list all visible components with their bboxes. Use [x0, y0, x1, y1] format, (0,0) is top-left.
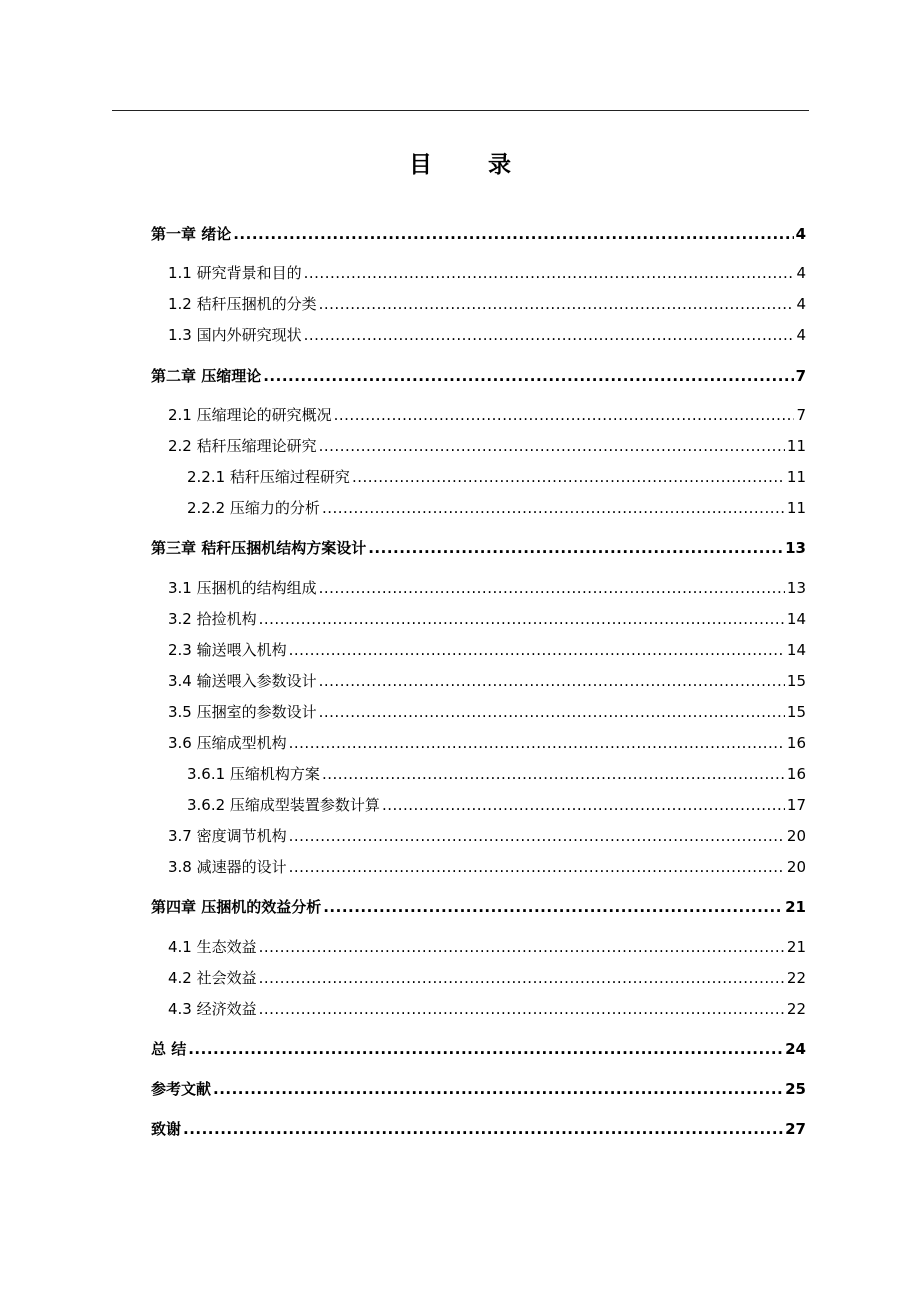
toc-entry-page-number: 21: [785, 898, 806, 916]
toc-entry-page-number: 14: [786, 610, 806, 628]
toc-entry-page-number: 22: [786, 969, 806, 987]
toc-entry-label: 第三章 秸秆压捆机结构方案设计: [151, 539, 367, 557]
toc-entry-page-number: 14: [786, 641, 806, 659]
toc-entry-page-number: 4: [796, 295, 806, 313]
toc-entry-label: 2.2.2 压缩力的分析: [187, 499, 320, 517]
toc-entry[interactable]: [168, 639, 806, 661]
toc-entry[interactable]: [168, 404, 806, 426]
toc-entry-label: 2.1 压缩理论的研究概况: [168, 406, 332, 424]
toc-entry[interactable]: [168, 732, 806, 754]
toc-entry-label: 2.2.1 秸秆压缩过程研究: [187, 468, 350, 486]
toc-entry[interactable]: [168, 293, 806, 315]
toc-dot-leader: [304, 324, 795, 346]
toc-entry-page-number: 11: [786, 499, 806, 517]
toc-dot-leader: [319, 435, 785, 457]
toc-dot-leader: [188, 1038, 783, 1060]
toc-entry-label: 3.8 减速器的设计: [168, 858, 287, 876]
toc-entry-page-number: 15: [786, 703, 806, 721]
toc-entry-page-number: 16: [786, 734, 806, 752]
toc-dot-leader: [334, 404, 795, 426]
toc-entry-label: 3.6.1 压缩机构方案: [187, 765, 320, 783]
toc-entry[interactable]: [187, 763, 806, 785]
toc-entry[interactable]: [168, 577, 806, 599]
toc-entry[interactable]: [168, 701, 806, 723]
toc-entry[interactable]: [151, 223, 806, 245]
toc-dot-leader: [319, 670, 785, 692]
toc-entry-page-number: 21: [786, 938, 806, 956]
toc-entry-label: 第一章 绪论: [151, 225, 232, 243]
toc-entry-page-number: 15: [786, 672, 806, 690]
toc-entry-label: 1.1 研究背景和目的: [168, 264, 302, 282]
toc-entry-label: 1.3 国内外研究现状: [168, 326, 302, 344]
toc-entry-label: 4.1 生态效益: [168, 938, 257, 956]
toc-entry[interactable]: [151, 1078, 806, 1100]
toc-entry-label: 第二章 压缩理论: [151, 367, 262, 385]
toc-dot-leader: [382, 794, 785, 816]
toc-entry-label: 3.4 输送喂入参数设计: [168, 672, 317, 690]
toc-dot-leader: [183, 1118, 783, 1140]
toc-entry[interactable]: [151, 1038, 806, 1060]
toc-entry[interactable]: [187, 466, 806, 488]
toc-dot-leader: [233, 223, 793, 245]
toc-entry-label: 2.3 输送喂入机构: [168, 641, 287, 659]
toc-entry-label: 3.6.2 压缩成型装置参数计算: [187, 796, 380, 814]
page-title: 目 录: [408, 152, 535, 178]
toc-entry[interactable]: [187, 497, 806, 519]
toc-entry-label: 4.3 经济效益: [168, 1000, 257, 1018]
toc-dot-leader: [323, 896, 783, 918]
toc-entry-label: 2.2 秸秆压缩理论研究: [168, 437, 317, 455]
toc-dot-leader: [319, 577, 785, 599]
toc-entry-label: 3.5 压捆室的参数设计: [168, 703, 317, 721]
toc-entry[interactable]: [168, 670, 806, 692]
toc-entry-label: 3.6 压缩成型机构: [168, 734, 287, 752]
toc-entry[interactable]: [187, 794, 806, 816]
toc-entry[interactable]: [151, 365, 806, 387]
toc-entry-label: 3.7 密度调节机构: [168, 827, 287, 845]
toc-dot-leader: [368, 537, 783, 559]
toc-entry[interactable]: [168, 998, 806, 1020]
toc-dot-leader: [259, 608, 785, 630]
toc-dot-leader: [319, 701, 785, 723]
toc-entry[interactable]: [168, 936, 806, 958]
toc-dot-leader: [263, 365, 793, 387]
toc-entry-page-number: 13: [786, 579, 806, 597]
toc-entry-label: 4.2 社会效益: [168, 969, 257, 987]
toc-dot-leader: [322, 497, 785, 519]
toc-entry[interactable]: [168, 967, 806, 989]
toc-entry-page-number: 16: [786, 765, 806, 783]
toc-dot-leader: [352, 466, 785, 488]
toc-entry-page-number: 11: [786, 437, 806, 455]
toc-dot-leader: [289, 825, 785, 847]
toc-entry-page-number: 20: [786, 858, 806, 876]
toc-entry-page-number: 20: [786, 827, 806, 845]
toc-dot-leader: [322, 763, 785, 785]
toc-dot-leader: [213, 1078, 783, 1100]
toc-entry-label: 3.1 压捆机的结构组成: [168, 579, 317, 597]
toc-entry-page-number: 4: [795, 225, 806, 243]
toc-entry[interactable]: [151, 537, 806, 559]
toc-dot-leader: [259, 936, 785, 958]
toc-entry[interactable]: [168, 324, 806, 346]
toc-entry[interactable]: [151, 896, 806, 918]
toc-entry-page-number: 4: [796, 326, 806, 344]
toc-entry[interactable]: [168, 856, 806, 878]
toc-entry-page-number: 7: [795, 367, 806, 385]
toc-dot-leader: [304, 262, 795, 284]
toc-entry-page-number: 22: [786, 1000, 806, 1018]
toc-entry-page-number: 4: [796, 264, 806, 282]
toc-dot-leader: [259, 967, 785, 989]
toc-dot-leader: [289, 639, 785, 661]
toc-entry-label: 致谢: [151, 1120, 182, 1138]
toc-entry-label: 3.2 拾捡机构: [168, 610, 257, 628]
toc-entry-page-number: 11: [786, 468, 806, 486]
toc-entry-page-number: 24: [785, 1040, 806, 1058]
toc-entry-page-number: 13: [785, 539, 806, 557]
toc-entry[interactable]: [151, 1118, 806, 1140]
toc-entry-label: 1.2 秸秆压捆机的分类: [168, 295, 317, 313]
toc-entry-page-number: 25: [785, 1080, 806, 1098]
toc-entry-label: 总 结: [151, 1040, 187, 1058]
toc-entry-page-number: 27: [785, 1120, 806, 1138]
toc-entry-page-number: 17: [786, 796, 806, 814]
toc-entry[interactable]: [168, 262, 806, 284]
toc-entry-label: 第四章 压捆机的效益分析: [151, 898, 322, 916]
toc-entry-label: 参考文献: [151, 1080, 212, 1098]
toc-entry[interactable]: [168, 608, 806, 630]
toc-dot-leader: [289, 856, 785, 878]
toc-dot-leader: [289, 732, 785, 754]
toc-entry[interactable]: [168, 825, 806, 847]
toc-entry[interactable]: [168, 435, 806, 457]
toc-dot-leader: [259, 998, 785, 1020]
toc-entry-page-number: 7: [796, 406, 806, 424]
toc-dot-leader: [319, 293, 795, 315]
